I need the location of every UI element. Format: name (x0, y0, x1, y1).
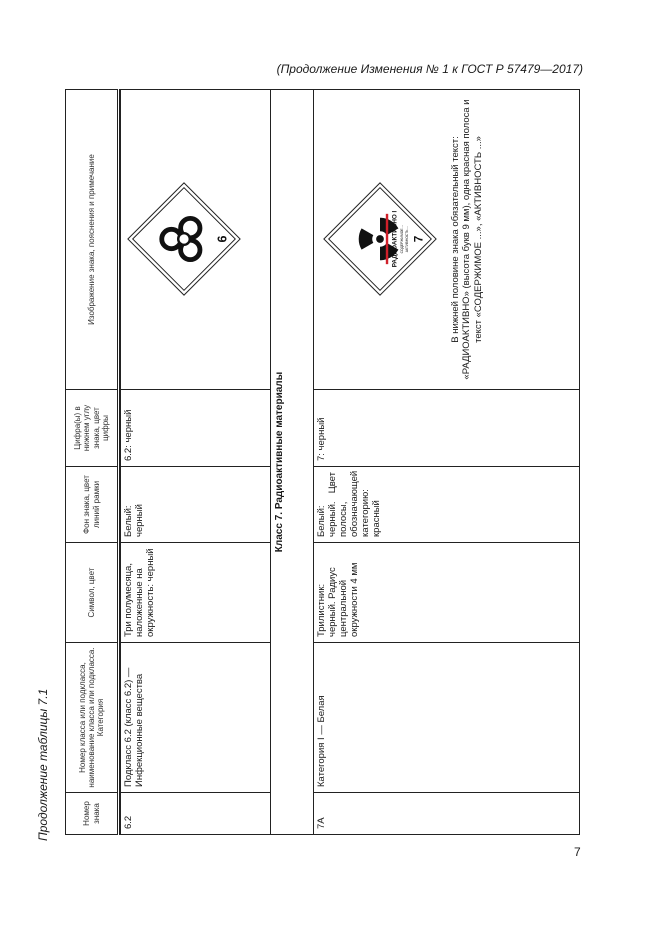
col-header-symbol: Символ, цвет (66, 543, 119, 643)
cell-symbol: Три полумесяца, наложенные на окружность: черный (121, 543, 271, 643)
cell-sign-image (314, 90, 580, 390)
radioactive-sign (320, 180, 440, 300)
continuation-header: (Продолжение Изменения № 1 к ГОСТ Р 57479—2017) (276, 62, 583, 76)
col-header-background: Фон знака, цвет линий рамки (66, 467, 119, 543)
class7-header: Класс 7. Радиоактивные материалы (271, 90, 314, 835)
cell-digit: 6.2: черный (121, 390, 271, 467)
sign-contents-text: СОДЕРЖИМОЕ ... (400, 225, 405, 254)
biohazard-sign (124, 180, 244, 300)
rotated-table-wrapper (65, 90, 580, 835)
sign-class-digit: 7 (412, 236, 426, 243)
table-row-6-2 (121, 90, 271, 835)
cell-number: 7А (314, 793, 580, 835)
category-red-stripe (386, 214, 388, 264)
cell-number: 6.2 (121, 793, 271, 835)
cell-class-name: Категория I — Белая (314, 643, 580, 793)
sign-note: В нижней половине знака обязательный текст: «РАДИОАКТИВНО» (высота букв 9 мм), одна красная полоса и текст «СОДЕРЖИМОЕ ...», «АКТИВНОСТЬ ...» (449, 99, 484, 380)
cell-digit: 7: черный (314, 390, 580, 467)
cell-sign-image (121, 90, 271, 390)
col-header-number: Номер знака (66, 793, 119, 835)
cell-symbol: Трилистник: черный. Радиус центральной окружности 4 мм (314, 543, 580, 643)
sign-activity-text: АКТИВНОСТЬ ... (405, 226, 410, 253)
signs-table (65, 89, 580, 835)
sign-radioactive-title: РАДИОАКТИВНО I (391, 211, 399, 268)
cell-class-name: Подкласс 6.2 (класс 6.2) — Инфекционные вещества (121, 643, 271, 793)
col-header-digit: Цифра(ы) в нижнем углу знака, цвет цифры (66, 390, 119, 467)
cell-background: Белый: черный. Цвет полосы, обозначающей категорию: красный (314, 467, 580, 543)
cell-background: Белый: черный (121, 467, 271, 543)
table-row-7a (314, 90, 580, 835)
table-caption: Продолжение таблицы 7.1 (36, 688, 50, 841)
col-header-class: Номер класса или подкласса, наименование класса или подкласса. Категория (66, 643, 119, 793)
class7-header-row (271, 90, 314, 835)
table-header-row (66, 90, 119, 835)
sign-class-digit: 6 (215, 236, 230, 243)
col-header-image: Изображение знака, пояснения и примечание (66, 90, 119, 390)
page-number: 7 (574, 845, 581, 859)
